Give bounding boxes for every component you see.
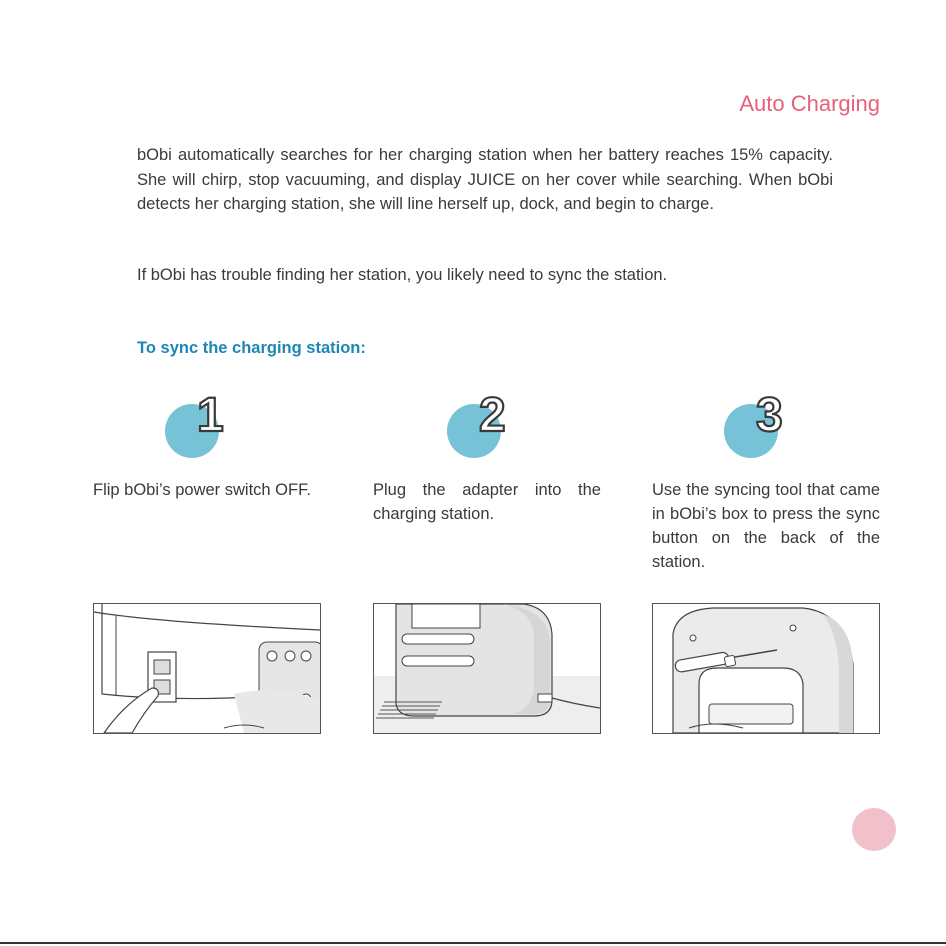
section-heading: To sync the charging station: bbox=[137, 339, 366, 357]
sync-tool-illustration-icon bbox=[653, 604, 879, 733]
step-number: 2 bbox=[479, 389, 506, 442]
bottom-rule bbox=[0, 942, 946, 944]
power-switch-illustration-icon bbox=[94, 604, 320, 733]
step-number: 3 bbox=[756, 389, 783, 442]
step-number: 1 bbox=[197, 389, 224, 442]
power-switch-illustration bbox=[93, 603, 321, 734]
step-1 bbox=[93, 389, 321, 735]
page-number-dot bbox=[852, 808, 896, 851]
step-3-text: Use the syncing tool that came in bObi’s box to press the sync button on the back of the station. bbox=[652, 481, 880, 571]
step-2 bbox=[373, 389, 601, 735]
adapter-plug-illustration-icon bbox=[374, 604, 600, 733]
step-3 bbox=[652, 389, 880, 735]
step-1-badge bbox=[165, 389, 265, 460]
step-2-text: Plug the adapter into the charging station. bbox=[373, 481, 601, 523]
intro-note: If bObi has trouble finding her station, you likely need to sync the station. bbox=[137, 266, 668, 284]
page-title: Auto Charging bbox=[739, 90, 880, 116]
sync-tool-illustration bbox=[652, 603, 880, 734]
adapter-plug-illustration bbox=[373, 603, 601, 734]
step-3-badge bbox=[724, 389, 824, 460]
step-2-badge bbox=[447, 389, 547, 460]
step-1-text: Flip bObi’s power switch OFF. bbox=[93, 481, 311, 499]
intro-paragraph: bObi automatically searches for her charging station when her battery reaches 15% capacity. She will chirp, stop vacuuming, and display JUICE on her cover while searching. When bObi detects her charging station, she will line herself up, dock, and begin to charge. bbox=[137, 146, 833, 213]
